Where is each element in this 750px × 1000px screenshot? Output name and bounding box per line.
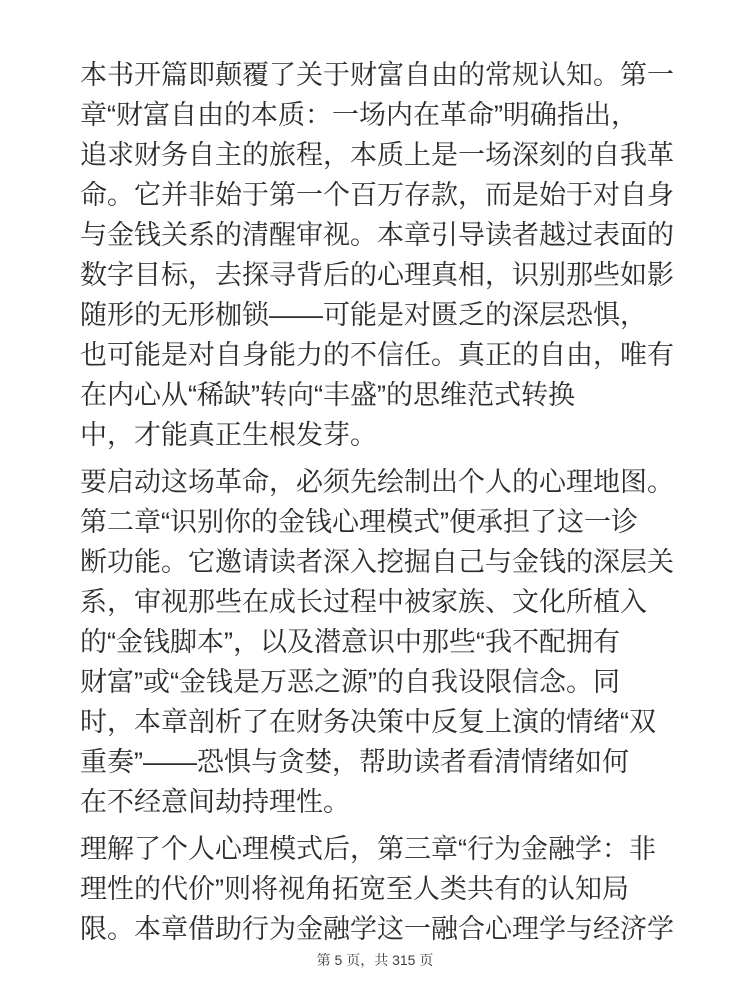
text-line: 时，本章剖析了在财务决策中反复上演的情绪“双: [80, 707, 656, 737]
text-line: 在不经意间劫持理性。: [80, 787, 350, 817]
text-line: 命。它并非始于第一个百万存款，而是始于对自身: [80, 180, 674, 210]
text-line: 系，审视那些在成长过程中被家族、文化所植入: [80, 587, 647, 617]
text-line: 断功能。它邀请读者深入挖掘自己与金钱的深层关: [80, 547, 674, 577]
text-line: 在内心从“稀缺”转向“丰盛”的思维范式转换: [80, 380, 575, 410]
text-line: 的“金钱脚本”，以及潜意识中那些“我不配拥有: [80, 627, 620, 657]
paragraph: [80, 462, 676, 822]
text-line: 随形的无形枷锁——可能是对匮乏的深层恐惧，: [80, 300, 647, 330]
text-line: 理解了个人心理模式后，第三章“行为金融学：非: [80, 834, 656, 864]
text-line: 限。本章借助行为金融学这一融合心理学与经济学: [80, 914, 674, 944]
text-line: 本书开篇即颠覆了关于财富自由的常规认知。第一: [80, 60, 674, 90]
paragraph: [80, 829, 676, 949]
document-text-block: [80, 55, 676, 956]
text-line: 与金钱关系的清醒审视。本章引导读者越过表面的: [80, 220, 674, 250]
text-line: 追求财务自主的旅程，本质上是一场深刻的自我革: [80, 140, 674, 170]
text-line: 章“财富自由的本质：一场内在革命”明确指出，: [80, 100, 638, 130]
page-number-indicator: 第 5 页，共 315 页: [316, 952, 434, 968]
text-line: 数字目标，去探寻背后的心理真相，识别那些如影: [80, 260, 674, 290]
text-line: 中，才能真正生根发芽。: [80, 420, 377, 450]
text-line: 理性的代价”则将视角拓宽至人类共有的认知局: [80, 874, 629, 904]
text-line: 重奏”——恐惧与贪婪，帮助读者看清情绪如何: [80, 747, 629, 777]
text-line: 第二章“识别你的金钱心理模式”便承担了这一诊: [80, 507, 638, 537]
text-line: 财富”或“金钱是万恶之源”的自我设限信念。同: [80, 667, 620, 697]
text-line: 要启动这场革命，必须先绘制出个人的心理地图。: [80, 467, 674, 497]
paragraph: [80, 55, 676, 455]
text-line: 也可能是对自身能力的不信任。真正的自由，唯有: [80, 340, 674, 370]
